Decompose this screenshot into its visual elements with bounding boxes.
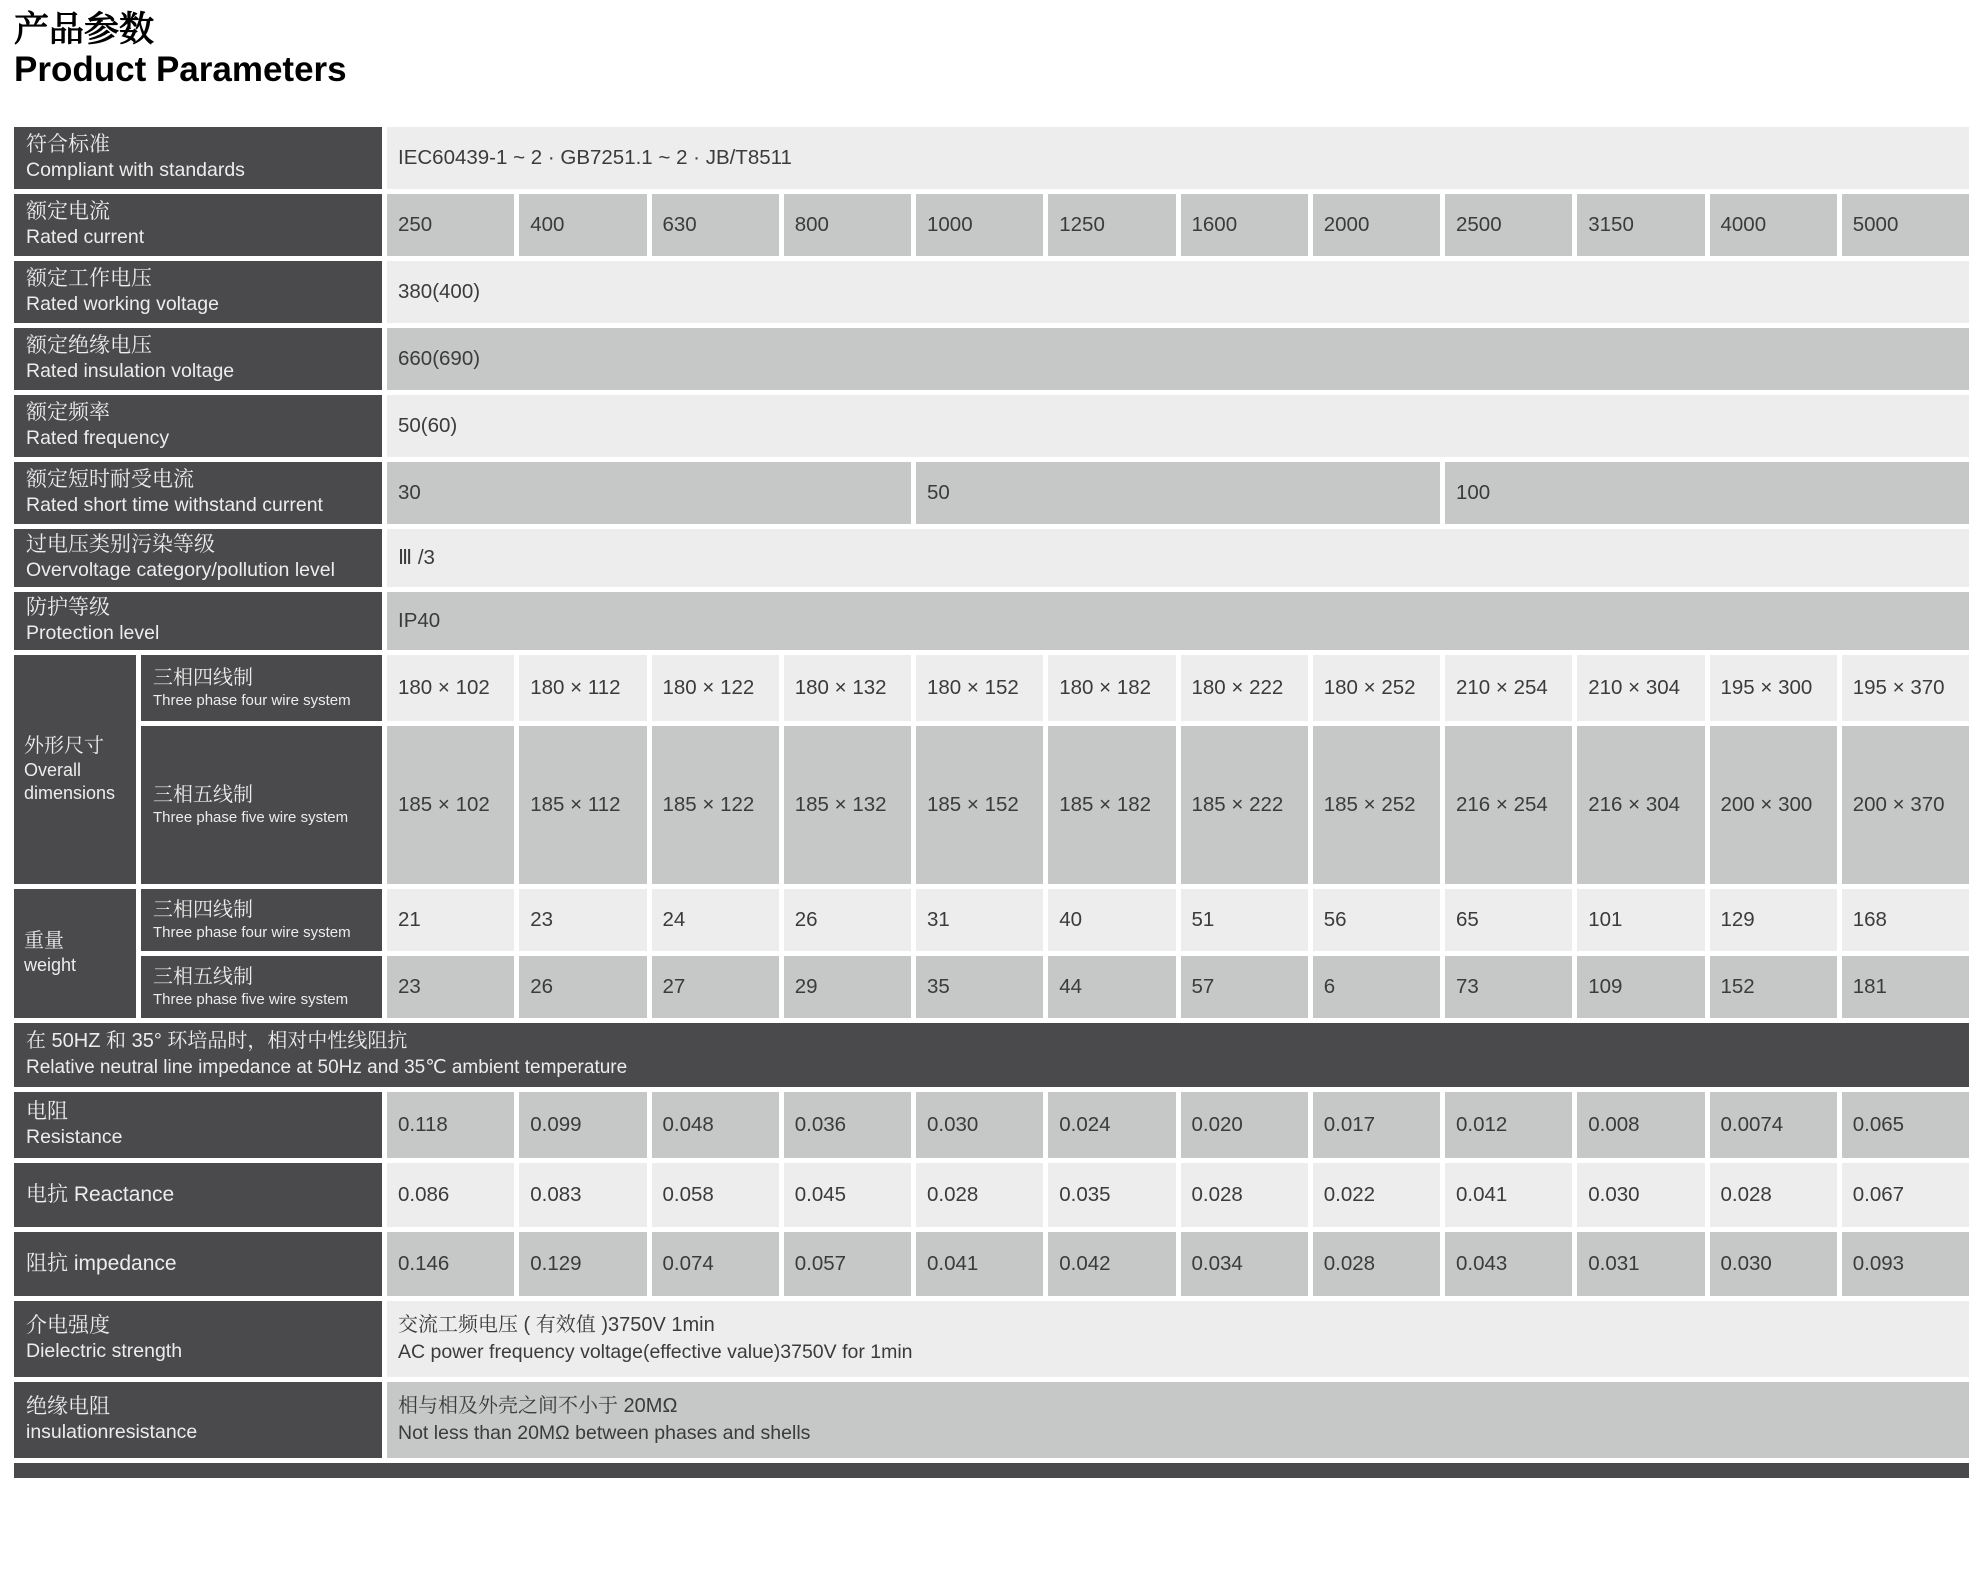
row-rated-current — [14, 194, 1969, 256]
label-insulation-resistance — [14, 1382, 382, 1458]
table-cell: 216 × 254 — [1445, 726, 1572, 884]
label-en: Three phase four wire system — [153, 691, 351, 709]
label-working-voltage — [14, 261, 382, 323]
table-cell: 185 × 132 — [784, 726, 911, 884]
table-cell: 180 × 112 — [519, 655, 646, 721]
label-zh: 三相五线制 — [153, 965, 253, 988]
value-dielectric — [387, 1301, 1969, 1377]
table-cell: 181 — [1842, 956, 1969, 1018]
table-cell: 56 — [1313, 889, 1440, 951]
table-cell: 185 × 252 — [1313, 726, 1440, 884]
row-working-voltage — [14, 261, 1969, 323]
table-cell: 0.041 — [916, 1232, 1043, 1296]
table-cell: 185 × 182 — [1048, 726, 1175, 884]
table-cell: 57 — [1181, 956, 1308, 1018]
row-weight-four-wire — [141, 889, 1969, 951]
table-cell: 168 — [1842, 889, 1969, 951]
row-dielectric — [14, 1301, 1969, 1377]
table-cell: 5000 — [1842, 194, 1969, 256]
table-cell: 0.008 — [1577, 1092, 1704, 1158]
label-zh: 外形尺寸 — [24, 734, 104, 757]
table-cell: 101 — [1577, 889, 1704, 951]
table-cell: 0.057 — [784, 1232, 911, 1296]
table-cell: 180 × 222 — [1181, 655, 1308, 721]
table-cell: 0.074 — [652, 1232, 779, 1296]
table-cell: 185 × 222 — [1181, 726, 1308, 884]
table-cell: 180 × 132 — [784, 655, 911, 721]
label-zh: 介电强度 — [26, 1314, 110, 1338]
table-cell: 26 — [519, 956, 646, 1018]
label-zh: 符合标准 — [26, 133, 110, 157]
table-cell: 630 — [652, 194, 779, 256]
row-frequency — [14, 395, 1969, 457]
row-overvoltage — [14, 529, 1969, 587]
table-cell: 0.028 — [1181, 1163, 1308, 1227]
value-zh: 交流工频电压 ( 有效值 )3750V 1min — [398, 1313, 715, 1336]
row-impedance-banner — [14, 1023, 1969, 1087]
table-cell: 180 × 252 — [1313, 655, 1440, 721]
table-cell: 0.065 — [1842, 1092, 1969, 1158]
value-overvoltage: Ⅲ /3 — [387, 529, 1969, 587]
table-cell: 0.048 — [652, 1092, 779, 1158]
table-cell: 2500 — [1445, 194, 1572, 256]
table-cell: 0.028 — [1313, 1232, 1440, 1296]
label-en: Overvoltage category/pollution level — [26, 559, 335, 582]
label-zh: 电阻 — [26, 1100, 68, 1124]
bottom-divider-bar — [14, 1463, 1969, 1478]
table-cell: 0.058 — [652, 1163, 779, 1227]
table-cell: 185 × 122 — [652, 726, 779, 884]
table-cell: 26 — [784, 889, 911, 951]
table-cell: 31 — [916, 889, 1043, 951]
table-cell: 1600 — [1181, 194, 1308, 256]
label-zh: 额定绝缘电压 — [26, 334, 152, 358]
row-protection — [14, 592, 1969, 650]
table-cell: 1000 — [916, 194, 1043, 256]
label-weight-four-wire — [141, 889, 382, 951]
value-zh: 相与相及外壳之间不小于 20MΩ — [398, 1394, 678, 1417]
row-resistance — [14, 1092, 1969, 1158]
label-en: Three phase five wire system — [153, 808, 349, 826]
table-cell: 0.045 — [784, 1163, 911, 1227]
label-resistance — [14, 1092, 382, 1158]
table-cell: 180 × 152 — [916, 655, 1043, 721]
label-reactance — [14, 1163, 382, 1227]
row-impedance — [14, 1232, 1969, 1296]
label-zh: 额定短时耐受电流 — [26, 468, 194, 492]
table-cell: 0.146 — [387, 1232, 514, 1296]
table-cell: 195 × 300 — [1710, 655, 1837, 721]
table-cell: 0.012 — [1445, 1092, 1572, 1158]
row-dimensions-four-wire — [141, 655, 1969, 721]
banner-text-zh: 在 50HZ 和 35° 环培品时，相对中性线阻抗 — [26, 1030, 408, 1053]
label-dimensions — [14, 655, 136, 884]
row-short-time-current — [14, 462, 1969, 524]
table-cell: 0.036 — [784, 1092, 911, 1158]
label-zh: 三相五线制 — [153, 783, 253, 806]
label-zh: 三相四线制 — [153, 898, 253, 921]
row-weight-five-wire — [141, 956, 1969, 1018]
parameters-table — [14, 127, 1969, 1478]
label-zh: 重量 — [24, 930, 64, 953]
row-standards — [14, 127, 1969, 189]
table-cell: 27 — [652, 956, 779, 1018]
label-en: Rated working voltage — [26, 293, 219, 316]
value-standards: IEC60439-1 ~ 2 · GB7251.1 ~ 2 · JB/T8511 — [387, 127, 1969, 189]
label-weight — [14, 889, 136, 1018]
value-protection: IP40 — [387, 592, 1969, 650]
label-en: Rated insulation voltage — [26, 360, 235, 383]
table-cell: 210 × 254 — [1445, 655, 1572, 721]
table-cell: 0.035 — [1048, 1163, 1175, 1227]
table-cell: 0.030 — [916, 1092, 1043, 1158]
table-cell: 0.030 — [1577, 1163, 1704, 1227]
table-cell: 0.083 — [519, 1163, 646, 1227]
table-cell: 0.041 — [1445, 1163, 1572, 1227]
label-dimensions-five-wire — [141, 726, 382, 884]
table-cell: 1250 — [1048, 194, 1175, 256]
table-cell: 0.022 — [1313, 1163, 1440, 1227]
label-zh: 额定电流 — [26, 200, 110, 224]
table-cell: 800 — [784, 194, 911, 256]
label-en: Dielectric strength — [26, 1340, 183, 1363]
row-weight — [14, 889, 1969, 1018]
table-cell: 180 × 102 — [387, 655, 514, 721]
table-cell: 152 — [1710, 956, 1837, 1018]
table-cell: 35 — [916, 956, 1043, 1018]
table-cell: 0.042 — [1048, 1232, 1175, 1296]
value-en: Not less than 20MΩ between phases and shells — [398, 1421, 811, 1444]
table-cell: 29 — [784, 956, 911, 1018]
row-dimensions — [14, 655, 1969, 884]
table-cell: 0.093 — [1842, 1232, 1969, 1296]
label-inline: 阻抗 impedance — [26, 1251, 177, 1275]
label-en: Resistance — [26, 1126, 123, 1149]
table-cell: 44 — [1048, 956, 1175, 1018]
table-cell: 0.031 — [1577, 1232, 1704, 1296]
impedance-banner — [14, 1023, 1969, 1087]
label-en: Rated frequency — [26, 427, 170, 450]
value-insulation-voltage: 660(690) — [387, 328, 1969, 390]
table-cell: 210 × 304 — [1577, 655, 1704, 721]
label-dielectric — [14, 1301, 382, 1377]
table-cell: 0.028 — [916, 1163, 1043, 1227]
table-cell: 0.034 — [1181, 1232, 1308, 1296]
table-cell: 0.086 — [387, 1163, 514, 1227]
table-cell: 23 — [387, 956, 514, 1018]
label-zh: 绝缘电阻 — [26, 1395, 110, 1419]
label-zh: 防护等级 — [26, 596, 110, 620]
table-cell: 30 — [387, 462, 911, 524]
table-cell: 0.024 — [1048, 1092, 1175, 1158]
label-zh: 三相四线制 — [153, 666, 253, 689]
label-insulation-voltage — [14, 328, 382, 390]
table-cell: 216 × 304 — [1577, 726, 1704, 884]
page-title-zh: 产品参数 — [14, 10, 155, 49]
table-cell: 109 — [1577, 956, 1704, 1018]
value-frequency: 50(60) — [387, 395, 1969, 457]
label-en: Compliant with standards — [26, 159, 245, 182]
value-insulation-resistance — [387, 1382, 1969, 1458]
row-insulation-resistance — [14, 1382, 1969, 1458]
table-cell: 40 — [1048, 889, 1175, 951]
label-en: Overall dimensions — [24, 759, 116, 803]
table-cell: 0.099 — [519, 1092, 646, 1158]
table-cell: 0.067 — [1842, 1163, 1969, 1227]
table-cell: 21 — [387, 889, 514, 951]
table-cell: 0.0074 — [1710, 1092, 1837, 1158]
table-cell: 24 — [652, 889, 779, 951]
table-cell: 73 — [1445, 956, 1572, 1018]
row-insulation-voltage — [14, 328, 1969, 390]
table-cell: 0.030 — [1710, 1232, 1837, 1296]
label-rated-current — [14, 194, 382, 256]
table-cell: 129 — [1710, 889, 1837, 951]
page-title-en: Product Parameters — [14, 50, 347, 90]
label-zh: 额定频率 — [26, 401, 110, 425]
table-cell: 23 — [519, 889, 646, 951]
label-en: weight — [24, 955, 77, 976]
table-cell: 65 — [1445, 889, 1572, 951]
label-frequency — [14, 395, 382, 457]
label-weight-five-wire — [141, 956, 382, 1018]
table-cell: 200 × 300 — [1710, 726, 1837, 884]
table-cell: 3150 — [1577, 194, 1704, 256]
label-standards — [14, 127, 382, 189]
table-cell: 180 × 122 — [652, 655, 779, 721]
table-cell: 0.118 — [387, 1092, 514, 1158]
label-protection — [14, 592, 382, 650]
label-en: Three phase five wire system — [153, 990, 349, 1008]
value-working-voltage: 380(400) — [387, 261, 1969, 323]
label-en: insulationresistance — [26, 1421, 198, 1444]
table-cell: 100 — [1445, 462, 1969, 524]
table-cell: 6 — [1313, 956, 1440, 1018]
row-dimensions-five-wire — [141, 726, 1969, 884]
banner-text-en: Relative neutral line impedance at 50Hz and 35℃ ambient temperature — [26, 1057, 628, 1079]
label-zh: 额定工作电压 — [26, 267, 152, 291]
label-dimensions-four-wire — [141, 655, 382, 721]
label-short-time-current — [14, 462, 382, 524]
table-cell: 185 × 152 — [916, 726, 1043, 884]
label-impedance — [14, 1232, 382, 1296]
table-cell: 0.028 — [1710, 1163, 1837, 1227]
table-cell: 250 — [387, 194, 514, 256]
table-cell: 0.017 — [1313, 1092, 1440, 1158]
table-cell: 195 × 370 — [1842, 655, 1969, 721]
row-reactance — [14, 1163, 1969, 1227]
table-cell: 200 × 370 — [1842, 726, 1969, 884]
table-cell: 185 × 102 — [387, 726, 514, 884]
table-cell: 2000 — [1313, 194, 1440, 256]
table-cell: 0.043 — [1445, 1232, 1572, 1296]
table-cell: 50 — [916, 462, 1440, 524]
label-inline: 电抗 Reactance — [26, 1182, 175, 1206]
label-en: Rated short time withstand current — [26, 494, 323, 517]
label-overvoltage — [14, 529, 382, 587]
table-cell: 4000 — [1710, 194, 1837, 256]
label-en: Three phase four wire system — [153, 923, 351, 941]
table-cell: 185 × 112 — [519, 726, 646, 884]
table-cell: 0.020 — [1181, 1092, 1308, 1158]
table-cell: 0.129 — [519, 1232, 646, 1296]
label-en: Protection level — [26, 622, 160, 645]
table-cell: 180 × 182 — [1048, 655, 1175, 721]
table-cell: 51 — [1181, 889, 1308, 951]
label-en: Rated current — [26, 226, 145, 249]
value-en: AC power frequency voltage(effective value)3750V for 1min — [398, 1340, 913, 1363]
label-zh: 过电压类别污染等级 — [26, 533, 215, 557]
table-cell: 400 — [519, 194, 646, 256]
